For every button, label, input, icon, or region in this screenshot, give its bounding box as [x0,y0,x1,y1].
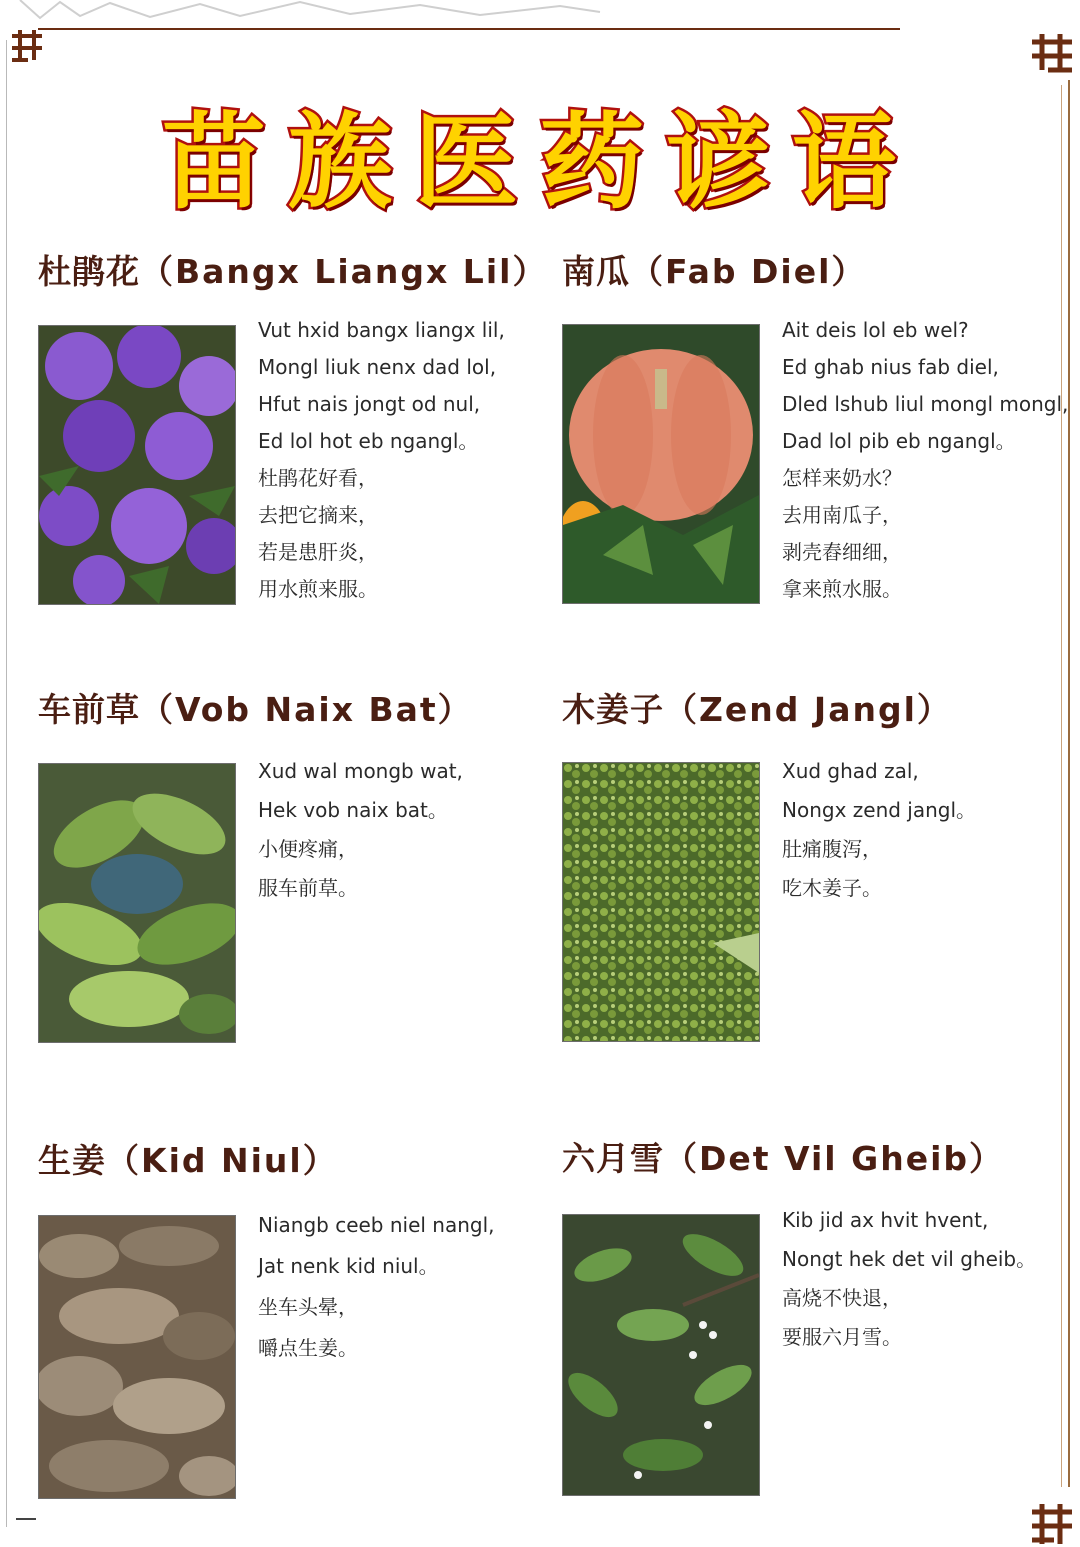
fret-corner-bottom-right [1028,1500,1078,1547]
azalea-photo [38,325,236,605]
plant-name-miao: （Det Vil Gheib） [664,1139,1005,1178]
section-ginger [38,1135,558,1505]
verse-line: 吃木姜子。 [782,876,882,900]
verse-line: Xud ghad zal, [782,759,919,783]
section-title [38,246,547,293]
frame-right-border [1068,80,1070,1487]
verse-line: Jat nenk kid niul。 [258,1254,439,1278]
section-title [562,1133,1004,1180]
verse-line: 肚痛腹泻， [782,837,882,861]
plant-name-chinese: 木姜子 [562,690,664,729]
verse-line: 用水煎来服。 [258,577,378,601]
verse-list [258,752,463,908]
serissa-photo [562,1214,760,1496]
verse-line: Hfut nais jongt od nul, [258,392,481,416]
section-azalea [38,246,558,606]
pumpkin-photo [562,324,760,604]
verse-line: 杜鹃花好看， [258,466,378,490]
plantain-photo [38,763,236,1043]
verse-line: Dled lshub liul mongl mongl, [782,392,1069,416]
plant-name-miao: （Bangx Liangx Lil） [140,252,548,291]
page-title: 苗族医药谚语 [161,100,918,223]
verse-list [782,752,976,908]
verse-line: 怎样来奶水？ [782,466,902,490]
plant-name-chinese: 生姜 [38,1141,106,1180]
fret-corner-top-right [1028,30,1078,80]
section-plantain [38,684,558,1044]
verse-line: 若是患肝炎， [258,540,378,564]
plant-name-miao: （Kid Niul） [106,1141,338,1180]
verse-line: 坐车头晕， [258,1295,358,1319]
plant-name-chinese: 车前草 [38,690,140,729]
plant-name-chinese: 六月雪 [562,1139,664,1178]
litsea-photo [562,762,760,1042]
verse-line: 去用南瓜子， [782,503,902,527]
plant-name-miao: （Zend Jangl） [664,690,952,729]
plant-name-chinese: 杜鹃花 [38,252,140,291]
verse-line: 小便疼痛， [258,837,358,861]
verse-line: Ed lol hot eb ngangl。 [258,429,479,453]
verse-line: Ed ghab nius fab diel, [782,355,999,379]
verse-list [258,312,505,608]
plant-name-miao: （Fab Diel） [630,252,867,291]
verse-line: Nongx zend jangl。 [782,798,977,822]
verse-line: 嚼点生姜。 [258,1336,358,1360]
verse-line: Mongl liuk nenx dad lol, [258,355,497,379]
verse-line: Niangb ceeb niel nangl, [258,1213,495,1237]
bottom-left-mark [16,1518,36,1520]
section-title [562,246,866,293]
section-pumpkin [562,246,1069,606]
verse-line: Kib jid ax hvit hvent, [782,1208,989,1232]
verse-line: 拿来煎水服。 [782,577,902,601]
frame-left-border [6,40,7,1527]
verse-line: Ait deis lol eb wel? [782,318,969,342]
verse-list [258,1205,495,1369]
fret-corner-top-left [8,26,48,66]
section-serissa [562,1133,1062,1503]
section-litsea [562,684,1062,1044]
verse-line: Xud wal mongb wat, [258,759,463,783]
verse-line: Nongt hek det vil gheib。 [782,1247,1037,1271]
verse-line: 要服六月雪。 [782,1325,902,1349]
verse-list [782,312,1068,608]
plant-name-chinese: 南瓜 [562,252,630,291]
verse-line: 服车前草。 [258,876,358,900]
verse-line: Dad lol pib eb ngangl。 [782,429,1016,453]
verse-line: 剥壳舂细细， [782,540,902,564]
ginger-photo [38,1215,236,1499]
section-title [38,684,473,731]
frame-top-border [38,28,900,30]
verse-line: Vut hxid bangx liangx lil, [258,318,505,342]
torn-edge-decoration [0,0,620,22]
verse-list [782,1201,1036,1357]
section-title [562,684,952,731]
section-title [38,1135,338,1182]
plant-name-miao: （Vob Naix Bat） [140,690,473,729]
verse-line: 去把它摘来， [258,503,378,527]
verse-line: Hek vob naix bat。 [258,798,448,822]
verse-line: 高烧不快退， [782,1286,902,1310]
